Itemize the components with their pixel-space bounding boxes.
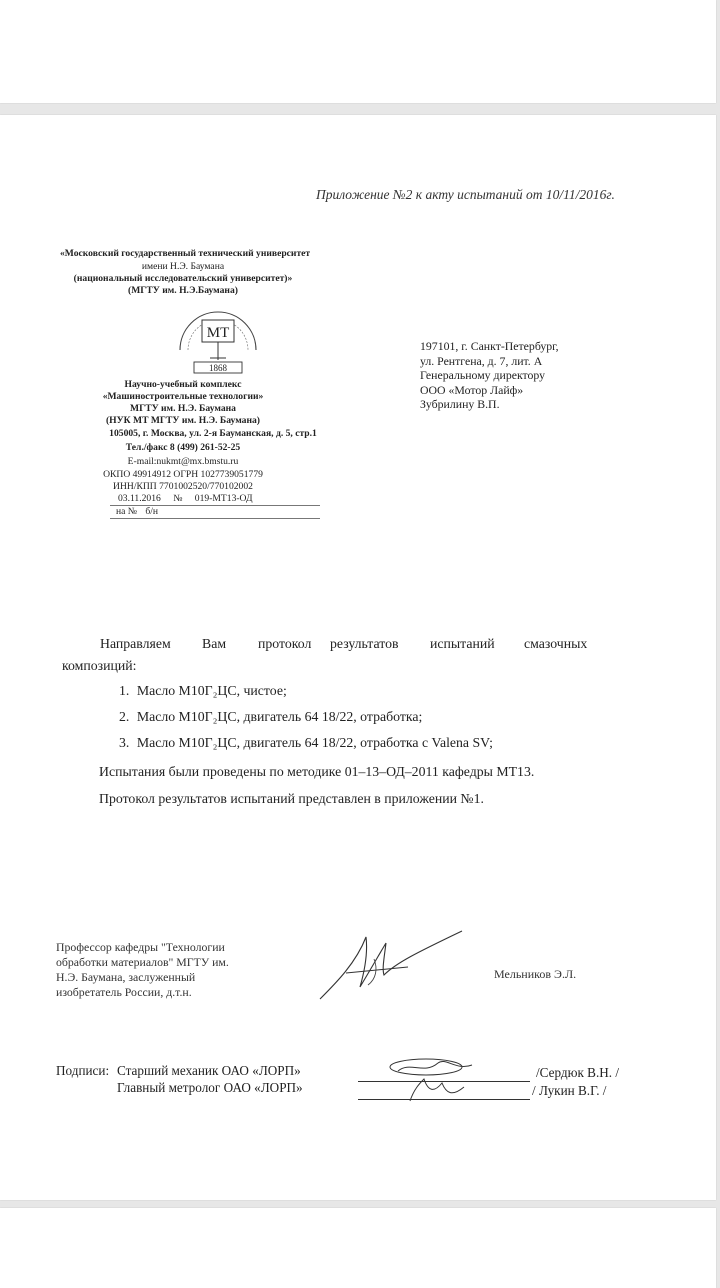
university-name-line3: (национальный исследовательский университет)» [73, 273, 293, 284]
scanned-letter [0, 115, 716, 1200]
list-item-text: Масло М10Г₂ЦС, двигатель 64 18/22, отработка с Valena SV; [136, 735, 493, 750]
university-abbrev: (МГТУ им. Н.Э.Баумана) [128, 285, 238, 296]
sender-phone: Тел./факс 8 (499) 261-52-25 [125, 442, 241, 453]
university-emblem [168, 298, 268, 376]
recipient-company: ООО «Мотор Лайф» [420, 382, 524, 397]
list-item-text: Масло М10Г₂ЦС, двигатель 64 18/22, отработка; [136, 709, 423, 724]
signatory-name: Мельников Э.Л. [494, 967, 577, 981]
in-reply-value: б/н [145, 506, 159, 517]
list-item-text: Масло М10Г₂ЦС, чистое; [136, 683, 287, 698]
appendix-note: Приложение №2 к акту испытаний от 10/11/2016г. [316, 187, 615, 202]
list-item-3 [119, 735, 493, 751]
method-statement: Испытания были проведены по методике 01–13–ОД–2011 кафедры МТ13. [99, 764, 535, 779]
in-reply-label: на № [116, 506, 137, 517]
signatory-title-line1: Профессор кафедры "Технологии [56, 940, 225, 954]
recipient-city: 197101, г. Санкт-Петербург, [420, 339, 559, 353]
professor-signature [316, 923, 466, 1003]
intro-word-5: испытаний [430, 636, 495, 651]
intro-word-1: Направляем [100, 636, 171, 651]
sender-address: 105005, г. Москва, ул. 2-я Бауманская, д. 5, стр.1 [109, 428, 317, 439]
list-item-1 [119, 683, 287, 699]
university-name-line2: имени Н.Э. Баумана [141, 261, 225, 272]
recipient-position: Генеральному директору [420, 368, 546, 383]
emblem-year: 1868 [209, 363, 227, 373]
department-line3: МГТУ им. Н.Э. Баумана [130, 403, 236, 414]
list-item-number: 3. [119, 735, 130, 750]
signature-role-2: Главный метролог ОАО «ЛОРП» [117, 1080, 303, 1095]
signature-name-1: /Сердюк В.Н. / [536, 1065, 620, 1080]
list-item-number: 2. [119, 709, 130, 724]
list-item-number: 1. [119, 683, 130, 698]
recipient-name: Зубрилину В.П. [420, 397, 500, 412]
department-line2: «Машиностроительные технологии» [102, 391, 264, 402]
recipient-block [420, 339, 559, 412]
signatory-title-line4: изобретатель России, д.т.н. [56, 985, 192, 999]
signature-role-1: Старший механик ОАО «ЛОРП» [117, 1063, 301, 1078]
ref-date: 03.11.2016 [118, 493, 161, 504]
university-name-line1: «Московский государственный технический университет [60, 248, 311, 259]
previous-page [0, 0, 716, 103]
document-page [0, 115, 716, 1200]
next-page [0, 1208, 716, 1288]
list-item-2 [119, 709, 422, 725]
department-line4: (НУК МТ МГТУ им. Н.Э. Баумана) [105, 415, 261, 426]
department-line1: Научно-учебный комплекс [124, 379, 242, 390]
outgoing-ref [118, 493, 253, 504]
in-reply-ref [116, 506, 158, 517]
signature-name-2: / Лукин В.Г. / [532, 1083, 607, 1098]
intro-word-6: смазочных [524, 636, 588, 651]
sender-okpo: ОКПО 49914912 ОГРН 1027739051779 [103, 469, 263, 480]
intro-word-4: результатов [330, 636, 399, 651]
intro-word-3: протокол [258, 636, 312, 651]
recipient-street: ул. Рентгена, д. 7, лит. А [420, 353, 543, 368]
signature-mark-1 [380, 1053, 490, 1105]
sender-email: E-mail:nukmt@mx.bmstu.ru [127, 456, 239, 467]
intro-continuation: композиций: [62, 658, 137, 673]
signatures-label: Подписи: [56, 1063, 110, 1078]
protocol-statement: Протокол результатов испытаний представлен в приложении №1. [99, 791, 484, 806]
signatory-title-line2: обработки материалов" МГТУ им. [56, 955, 229, 969]
signatory-title [56, 940, 229, 1000]
signatory-title-line3: Н.Э. Баумана, заслуженный [56, 970, 196, 984]
ref-number-label: № [173, 493, 183, 504]
intro-word-2: Вам [202, 636, 227, 651]
emblem-monogram: МТ [206, 325, 230, 341]
ref-number: 019-МТ13-ОД [194, 493, 253, 504]
sender-inn: ИНН/КПП 7701002520/770102002 [113, 481, 253, 492]
